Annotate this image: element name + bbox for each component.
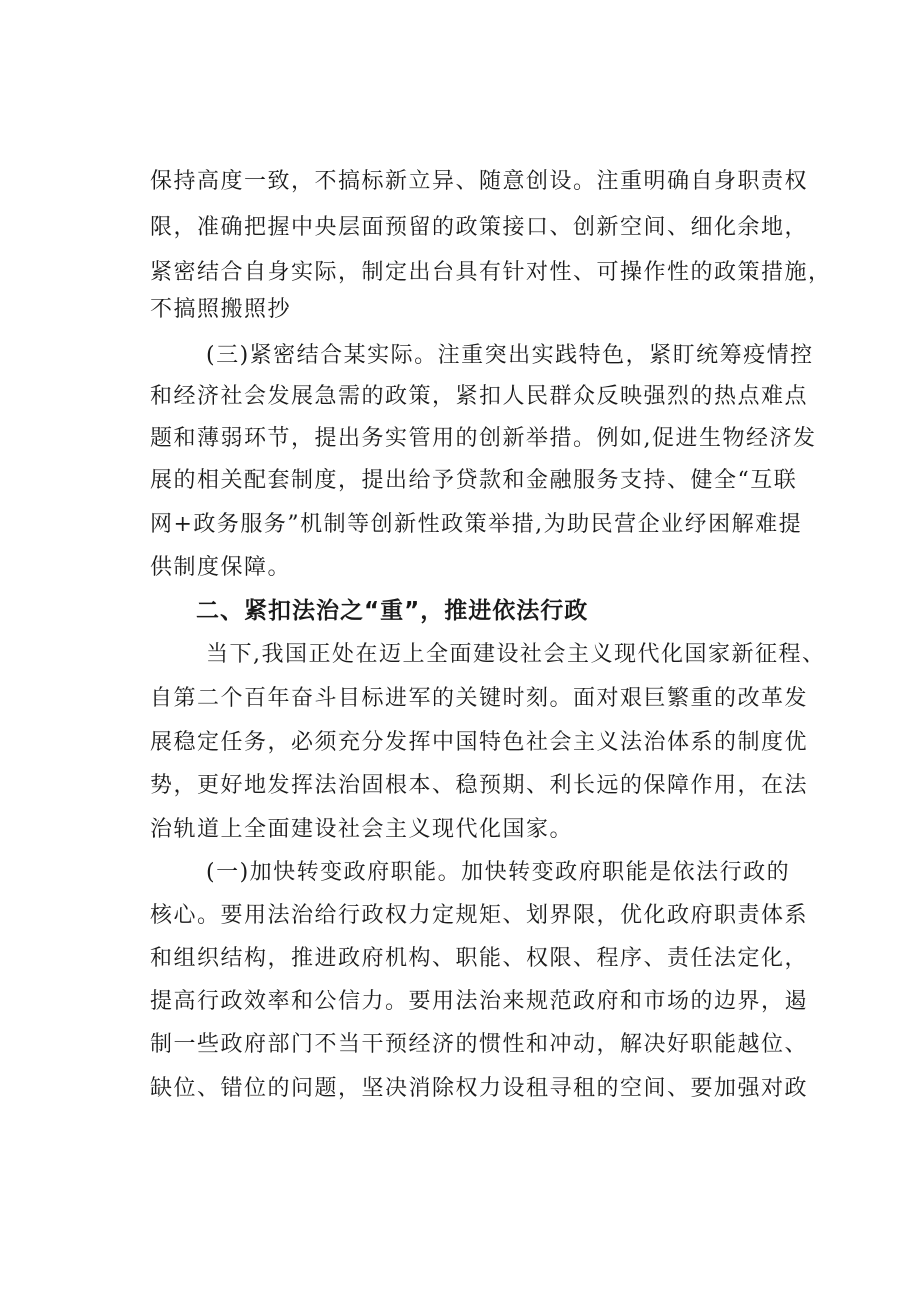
paragraph-line: 保持高度一致，不搞标新立异、随意创设。注重明确自身职责权 xyxy=(150,169,809,194)
paragraph-line: 缺位、错位的问题，坚决消除权力设租寻租的空间、要加强对政 xyxy=(150,1076,809,1101)
paragraph-line: 提高行政效率和公信力。要用法治来规范政府和市场的边界，遏 xyxy=(150,989,809,1014)
paragraph-line: 势，更好地发挥法治固根本、稳预期、利长远的保障作用，在法 xyxy=(150,773,809,798)
paragraph-line: 核心。要用法治给行政权力定规矩、划界限，优化政府职责体系 xyxy=(150,903,809,928)
paragraph-line: 展稳定任务，必须充分发挥中国特色社会主义法治体系的制度优 xyxy=(150,730,809,755)
paragraph-line: 制一些政府部门不当干预经济的惯性和冲动，解决好职能越位、 xyxy=(150,1032,809,1057)
paragraph-line: 展的相关配套制度，提出给予贷款和金融服务支持、健全“互联 xyxy=(150,468,798,493)
paragraph-line: 紧密结合自身实际，制定出台具有针对性、可操作性的政策措施， xyxy=(150,260,832,285)
paragraph-line: 限，准确把握中央层面预留的政策接口、创新空间、细化余地， xyxy=(150,215,809,240)
paragraph-line: 和经济社会发展急需的政策，紧扣人民群众反映强烈的热点难点 xyxy=(150,384,809,409)
paragraph-line: 网+政务服务”机制等创新性政策举措,为助民营企业纾困解难提 xyxy=(150,512,803,537)
paragraph-line: 题和薄弱环节，提出务实管用的创新举措。例如,促进生物经济发 xyxy=(150,426,817,451)
paragraph-line: 和组织结构，推进政府机构、职能、权限、程序、责任法定化， xyxy=(150,946,809,971)
paragraph-line: 治轨道上全面建设社会主义现代化国家。 xyxy=(150,817,574,842)
paragraph-line: (一)加快转变政府职能。加快转变政府职能是依法行政的 xyxy=(206,860,791,885)
section-heading: 二、紧扣法治之“重”，推进依法行政 xyxy=(196,598,589,624)
paragraph-line: (三)紧密结合某实际。注重突出实践特色，紧盯统筹疫情控 xyxy=(206,343,814,368)
paragraph-line: 不搞照搬照抄 xyxy=(150,297,292,322)
paragraph-line: 当下,我国正处在迈上全面建设社会主义现代化国家新征程、 xyxy=(206,642,826,667)
paragraph-line: 供制度保障。 xyxy=(150,555,292,580)
paragraph-line: 自第二个百年奋斗目标进军的关键时刻。面对艰巨繁重的改革发 xyxy=(150,686,809,711)
